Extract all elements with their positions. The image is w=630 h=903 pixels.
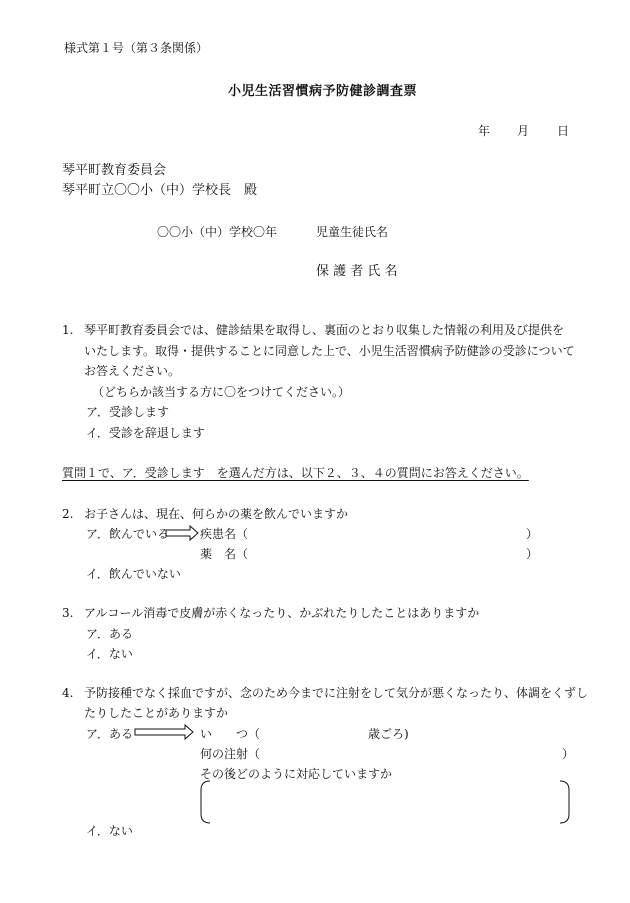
q2-option-not-taking[interactable]: イ．飲んでいない bbox=[86, 567, 181, 581]
follow-up-note: 質問１で、ア．受診します を選んだ方は、以下２、３、４の質問にお答えください。 bbox=[62, 466, 529, 480]
q2-option-taking[interactable]: ア．飲んでいる bbox=[86, 527, 170, 541]
form-number: 様式第１号（第３条関係） bbox=[64, 41, 209, 55]
q4-injection-label: 何の注射（ bbox=[200, 747, 261, 761]
guardian-name-label: 保 護 者 氏 名 bbox=[316, 264, 398, 279]
q1-text-line3: お答えください。 bbox=[84, 364, 181, 378]
q2-text: お子さんは、現在、何らかの薬を飲んでいますか bbox=[84, 507, 349, 521]
q3-text: アルコール消毒で皮膚が赤くなったり、かぶれたりしたことはありますか bbox=[84, 606, 480, 620]
q4-text-line1: 予防接種でなく採血ですが、念のため今までに注射をして気分が悪くなったり、体調をくずし bbox=[84, 686, 589, 700]
q4-injection-close: ） bbox=[562, 747, 575, 761]
q4-number: 4. bbox=[62, 686, 74, 700]
q3-option-yes[interactable]: ア．ある bbox=[86, 627, 134, 641]
addressee-board: 琴平町教育委員会 bbox=[62, 163, 167, 178]
q1-number: 1. bbox=[62, 323, 74, 337]
school-grade-label: 〇〇小（中）学校〇年 bbox=[157, 225, 278, 239]
q4-text-line2: たりしたことがありますか bbox=[84, 706, 229, 720]
q2-medicine-label: 薬 名（ bbox=[200, 547, 249, 561]
q4-followup-label: その後どのように対応していますか bbox=[200, 767, 393, 781]
q2-medicine-close: ） bbox=[526, 547, 539, 561]
q2-disease-label: 疾患名（ bbox=[200, 527, 249, 541]
q4-age-label: 歳ごろ) bbox=[368, 727, 409, 741]
date-year-label: 年 bbox=[478, 124, 491, 138]
page-title: 小児生活習慣病予防健診調査票 bbox=[228, 84, 418, 99]
q4-option-no[interactable]: イ．ない bbox=[86, 824, 133, 838]
q4-when-label: い つ（ bbox=[200, 727, 261, 741]
q1-instruction: （どちらか該当する方に〇をつけてください。） bbox=[92, 385, 351, 399]
q1-text-line1: 琴平町教育委員会では、健診結果を取得し、裏面のとおり収集した情報の利用及び提供を bbox=[84, 323, 565, 337]
student-name-label: 児童生徒氏名 bbox=[316, 225, 389, 239]
q2-number: 2. bbox=[62, 507, 74, 521]
q1-option-decline[interactable]: イ．受診を辞退します bbox=[86, 426, 205, 440]
addressee-principal: 琴平町立〇〇小（中）学校長 殿 bbox=[62, 183, 258, 198]
q2-disease-close: ） bbox=[526, 527, 539, 541]
arrow-right-icon bbox=[134, 723, 194, 741]
date-month-label: 月 bbox=[517, 124, 530, 138]
date-day-label: 日 bbox=[557, 124, 570, 138]
q3-option-no[interactable]: イ．ない bbox=[86, 647, 133, 661]
q3-number: 3. bbox=[62, 606, 74, 620]
q4-followup-answer-area[interactable] bbox=[198, 780, 574, 824]
q4-option-yes[interactable]: ア．ある bbox=[86, 727, 134, 741]
q1-option-accept[interactable]: ア．受診します bbox=[86, 405, 170, 419]
arrow-right-icon bbox=[165, 524, 199, 542]
q1-text-line2: いたします。取得・提供することに同意した上で、小児生活習慣病予防健診の受診について bbox=[84, 344, 575, 358]
